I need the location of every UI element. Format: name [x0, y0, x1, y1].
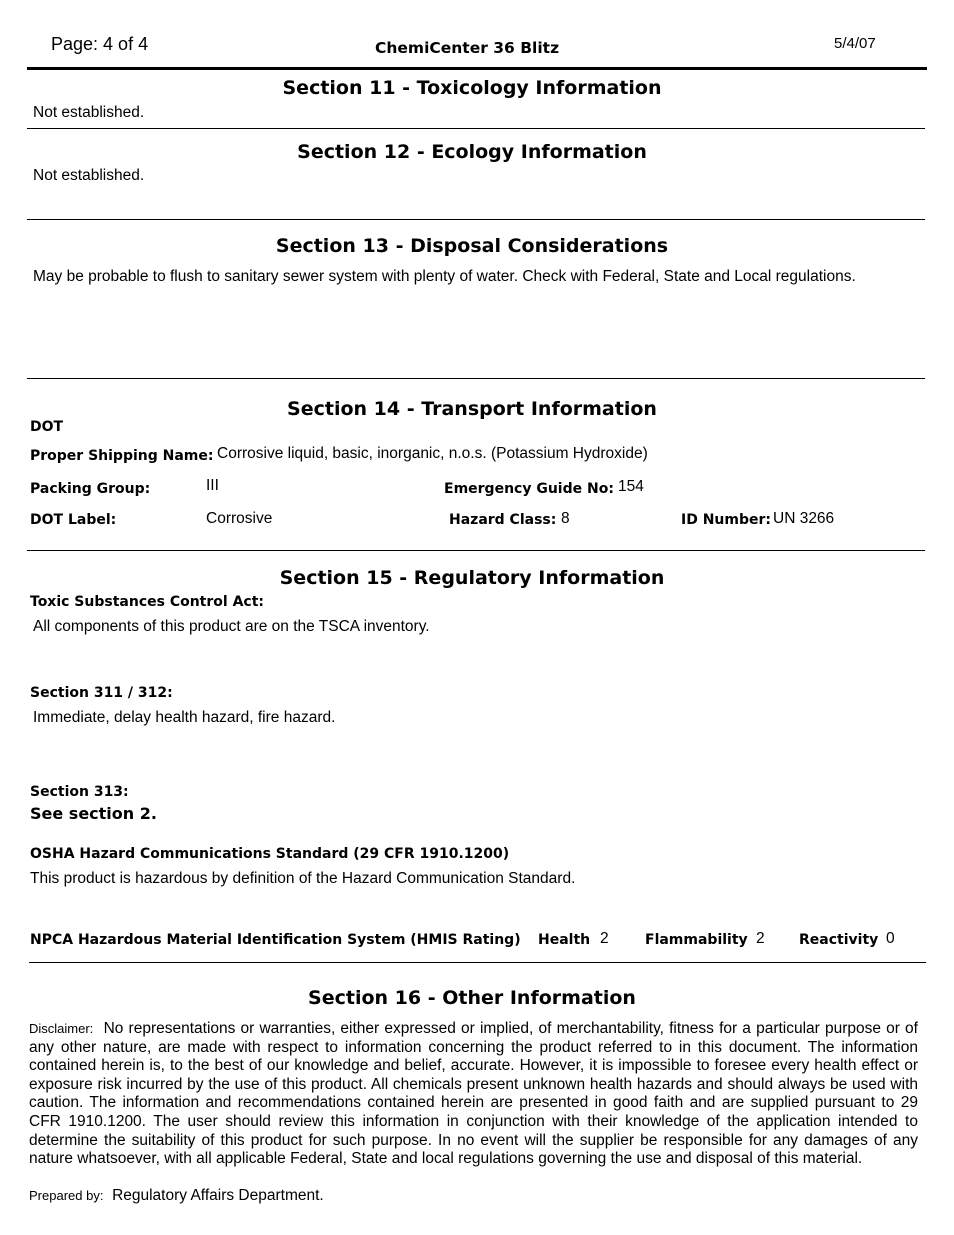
section-13-text: May be probable to flush to sanitary sewer system with plenty of water. Check with Federal, State and Local regulations.	[33, 268, 856, 285]
section-13-title: Section 13 - Disposal Considerations	[275, 235, 669, 257]
osha-label: OSHA Hazard Communications Standard (29 CFR 1910.1200)	[30, 846, 510, 862]
packing-group-value: III	[206, 477, 219, 494]
dot-label-value: Corrosive	[206, 510, 273, 527]
osha-text: This product is hazardous by definition of the Hazard Communication Standard.	[30, 870, 576, 887]
prepared-by	[29, 1187, 324, 1205]
section-313-text: See section 2.	[30, 804, 157, 823]
reactivity-label: Reactivity	[799, 932, 879, 948]
section-divider	[29, 962, 926, 963]
section-divider	[27, 378, 925, 379]
section-divider	[27, 128, 925, 129]
disclaimer-text: No representations or warranties, either expressed or implied, of merchantability, fitness for a particular purpose or of any other nature, are made with respect to information concerning the product referred to in this document. The information contained herein is, to the best of our knowledge and belief, accurate. However, it is impossible to foresee every health effect or exposure risk incurred by the use of this product. All chemicals present unknown health hazards and should always be used with caution. The information and recommendations contained herein are presented in good faith and are supplied pursuant to 29 CFR 1910.1200. The user should review this information in conjunction with their knowledge of the application intended to determine the suitability of this product for such purpose. In no event will the supplier be responsible for any damages of any nature whatsoever, with all applicable Federal, State and local regulations governing the use and disposal of this material.	[29, 1020, 918, 1168]
section-11-text: Not established.	[33, 104, 145, 121]
section-14-title: Section 14 - Transport Information	[287, 398, 657, 420]
section-divider	[27, 219, 925, 220]
dot-heading: DOT	[30, 419, 64, 435]
tsca-label: Toxic Substances Control Act:	[30, 594, 264, 610]
section-16-title: Section 16 - Other Information	[308, 987, 636, 1009]
hazard-class-label: Hazard Class:	[449, 512, 557, 528]
emergency-guide-value: 154	[618, 478, 644, 495]
page-number: Page: 4 of 4	[51, 34, 149, 54]
health-value: 2	[600, 930, 609, 947]
id-number-label: ID Number:	[681, 512, 771, 528]
shipping-name-label: Proper Shipping Name:	[30, 448, 214, 464]
hmis-label: NPCA Hazardous Material Identification System (HMIS Rating)	[30, 932, 521, 948]
reactivity-value: 0	[886, 930, 895, 947]
dot-label-label: DOT Label:	[30, 512, 117, 528]
flammability-label: Flammability	[645, 932, 748, 948]
product-name: ChemiCenter 36 Blitz	[375, 39, 560, 57]
disclaimer-paragraph	[29, 1020, 918, 1169]
section-11-title: Section 11 - Toxicology Information	[282, 77, 662, 99]
prepared-by-value: Regulatory Affairs Department.	[112, 1187, 324, 1204]
section-313-label: Section 313:	[30, 784, 129, 800]
disclaimer-label: Disclaimer:	[29, 1021, 94, 1036]
packing-group-label: Packing Group:	[30, 481, 151, 497]
section-12-title: Section 12 - Ecology Information	[297, 141, 647, 163]
document-date: 5/4/07	[834, 35, 876, 52]
section-12-text: Not established.	[33, 167, 145, 184]
section-15-title: Section 15 - Regulatory Information	[279, 567, 665, 589]
shipping-name-value: Corrosive liquid, basic, inorganic, n.o.s. (Potassium Hydroxide)	[217, 445, 648, 462]
header-rule	[27, 67, 927, 70]
tsca-text: All components of this product are on the TSCA inventory.	[33, 618, 430, 635]
hazard-class-value: 8	[561, 510, 570, 527]
id-number-value: UN 3266	[773, 510, 835, 527]
emergency-guide-label: Emergency Guide No:	[444, 481, 614, 497]
section-311-label: Section 311 / 312:	[30, 685, 173, 701]
prepared-by-label: Prepared by:	[29, 1188, 104, 1203]
section-divider	[27, 550, 925, 551]
health-label: Health	[538, 932, 591, 948]
section-311-text: Immediate, delay health hazard, fire hazard.	[33, 709, 336, 726]
flammability-value: 2	[756, 930, 765, 947]
